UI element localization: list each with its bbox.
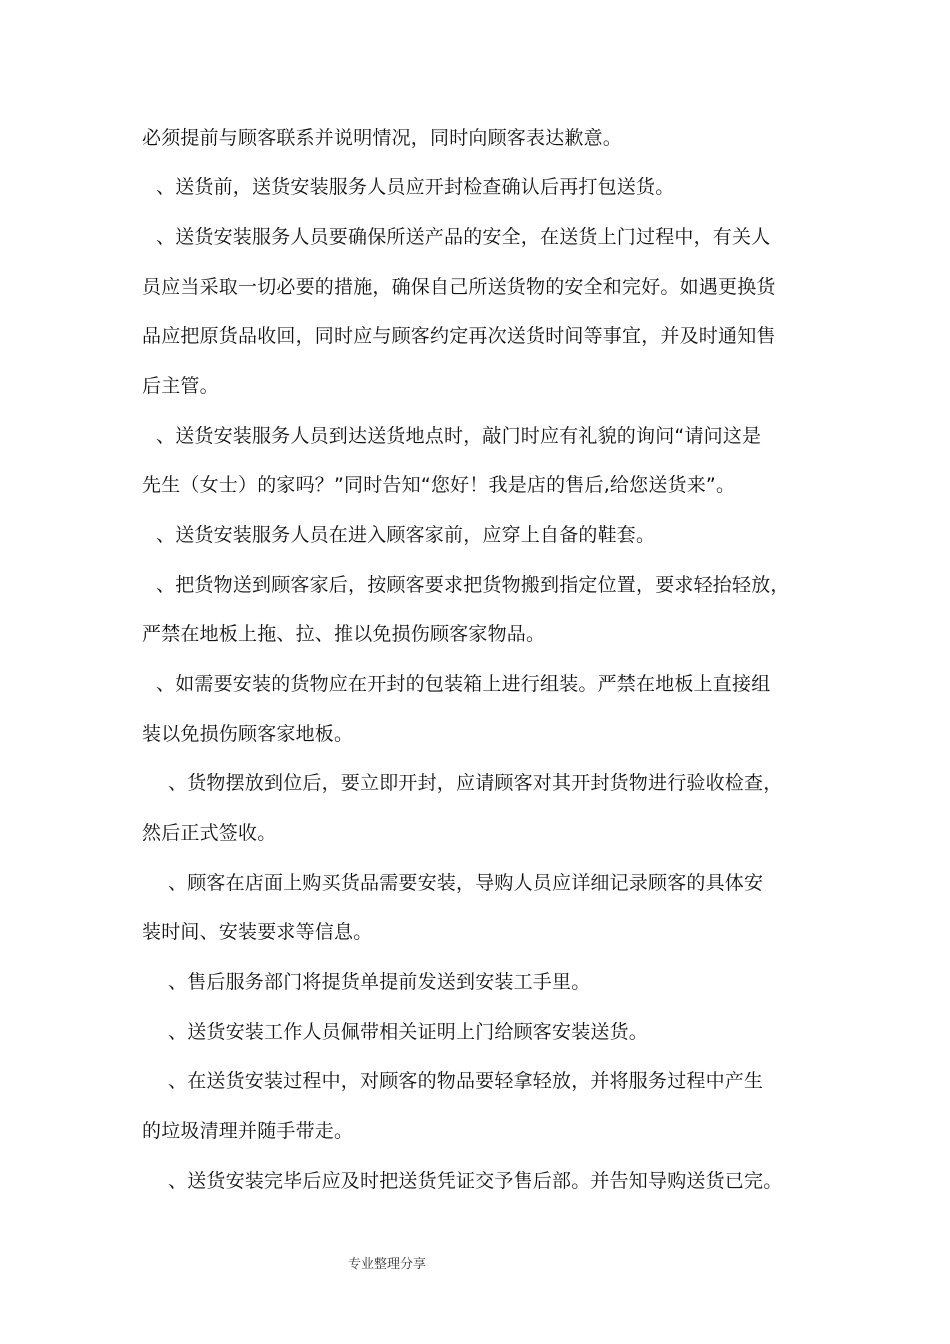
paragraph-line: 先生（女士）的家吗？”同时告知“您好！我是店的售后,给您送货来”。 xyxy=(142,474,736,496)
paragraph-line: 员应当采取一切必要的措施，确保自己所送货物的安全和完好。如遇更换货 xyxy=(142,276,776,298)
paragraph-line: 、如需要安装的货物应在开封的包装箱上进行组装。严禁在地板上直接组 xyxy=(156,673,771,695)
paragraph-line: 、售后服务部门将提货单提前发送到安装工手里。 xyxy=(168,971,591,993)
paragraph-line: 然后正式签收。 xyxy=(142,822,277,844)
paragraph-line: 、把货物送到顾客家后，按顾客要求把货物搬到指定位置，要求轻抬轻放， xyxy=(156,574,790,596)
paragraph-line: 、送货前，送货安装服务人员应开封检查确认后再打包送货。 xyxy=(156,176,675,198)
paragraph-line: 、送货安装服务人员要确保所送产品的安全，在送货上门过程中，有关人 xyxy=(156,226,771,248)
paragraph-line: 装时间、安装要求等信息。 xyxy=(142,921,373,943)
paragraph-line: 必须提前与顾客联系并说明情况，同时向顾客表达歉意。 xyxy=(142,127,623,149)
paragraph-line: 、顾客在店面上购买货品需要安装，导购人员应详细记录顾客的具体安 xyxy=(168,872,764,894)
paragraph-line: 品应把原货品收回，同时应与顾客约定再次送货时间等事宜，并及时通知售 xyxy=(142,325,776,347)
page-footer: 专业整理分享 xyxy=(348,1257,427,1272)
paragraph-line: 严禁在地板上拖、拉、推以免损伤顾客家物品。 xyxy=(142,623,546,645)
paragraph-line: 后主管。 xyxy=(142,375,219,397)
paragraph-line: 、货物摆放到位后，要立即开封，应请顾客对其开封货物进行验收检查， xyxy=(168,772,783,794)
paragraph-line: 、送货安装完毕后应及时把送货凭证交予售后部。并告知导购送货已完。 xyxy=(168,1170,783,1192)
paragraph-line: 、送货安装服务人员在进入顾客家前，应穿上自备的鞋套。 xyxy=(156,524,656,546)
paragraph-line: 、送货安装服务人员到达送货地点时，敲门时应有礼貌的询问“请问这是 xyxy=(156,425,762,447)
paragraph-line: 装以免损伤顾客家地板。 xyxy=(142,723,354,745)
paragraph-line: 、送货安装工作人员佩带相关证明上门给顾客安装送货。 xyxy=(168,1021,649,1043)
paragraph-line: 、在送货安装过程中，对顾客的物品要轻拿轻放，并将服务过程中产生 xyxy=(168,1070,764,1092)
paragraph-line: 的垃圾清理并随手带走。 xyxy=(142,1120,354,1142)
